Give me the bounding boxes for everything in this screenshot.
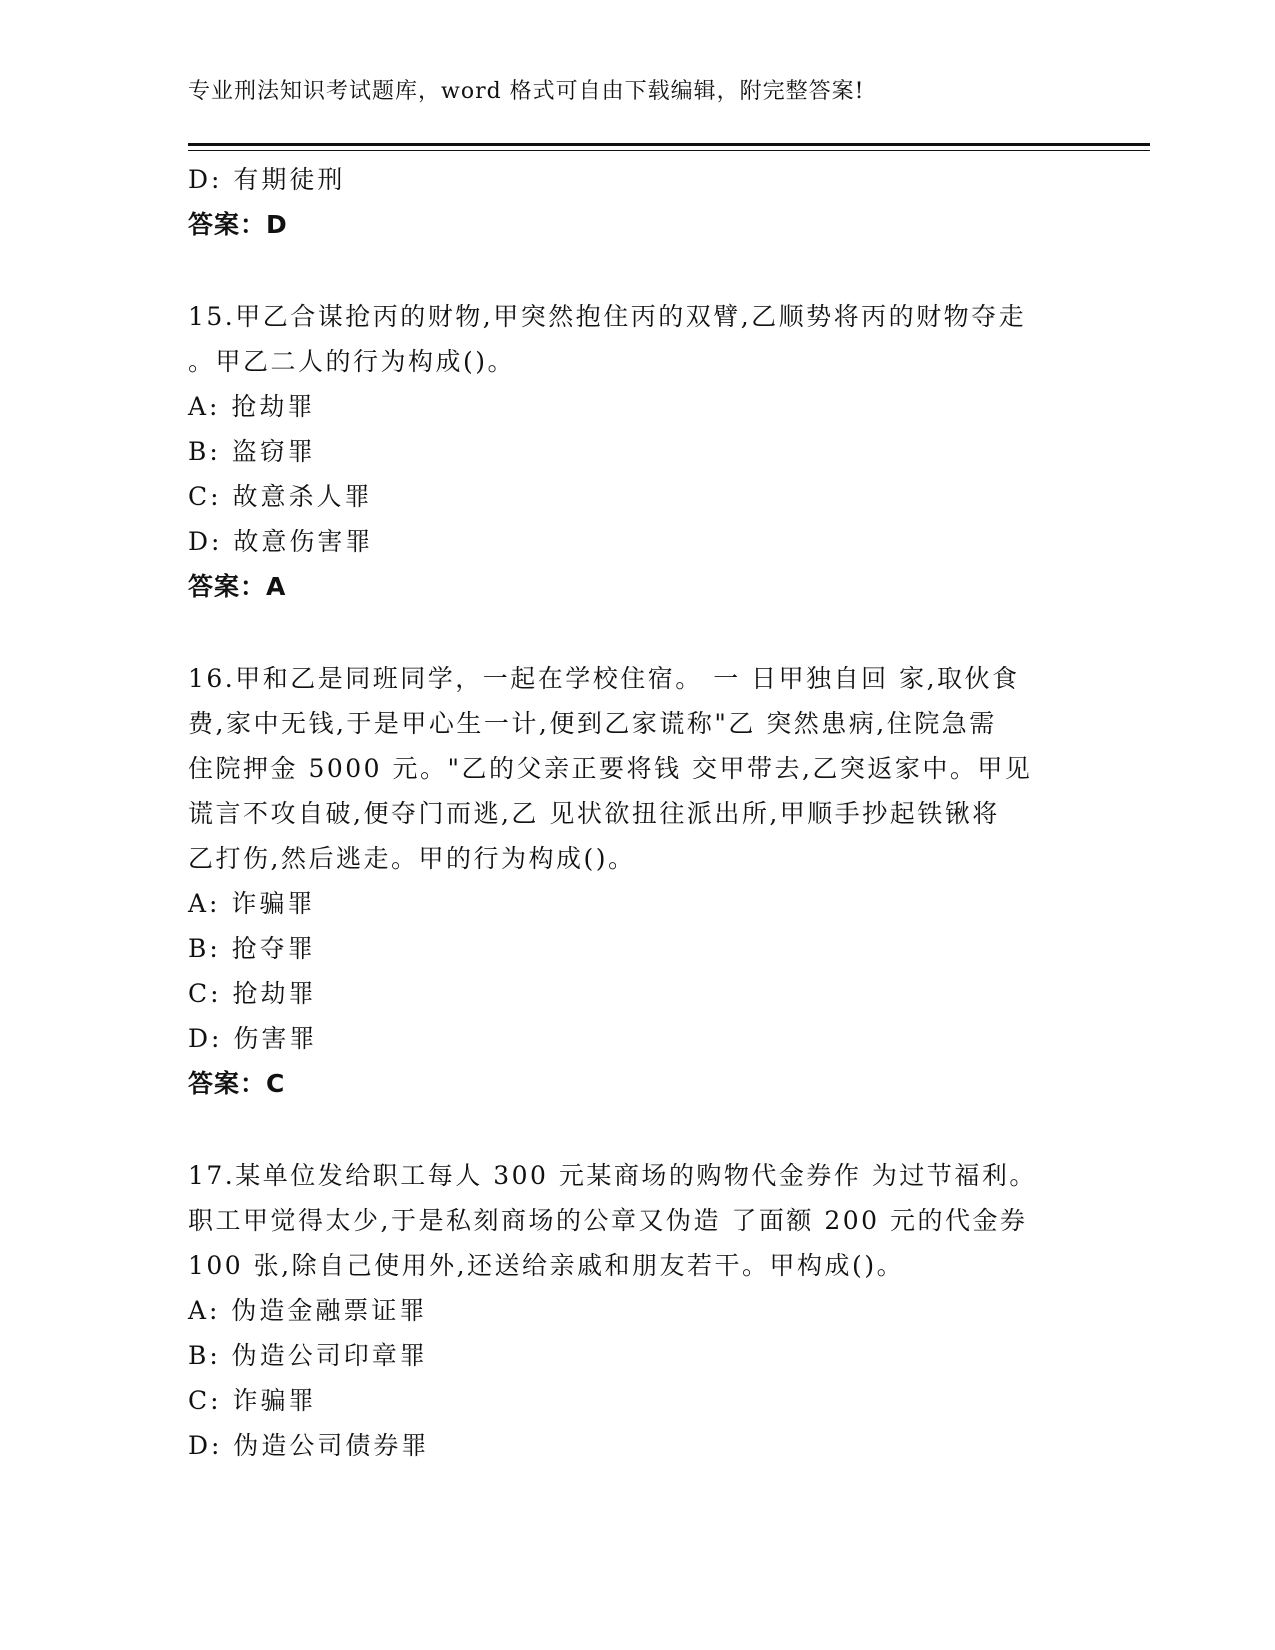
question-stem-line: 17.某单位发给职工每人 300 元某商场的购物代金券作 为过节福利。: [188, 1161, 1037, 1190]
header-rule-thin: [188, 150, 1150, 151]
option-d: D: 故意伤害罪: [188, 527, 374, 556]
question-14-tail: [188, 157, 1088, 247]
question-stem-line: 职工甲觉得太少,于是私刻商场的公章又伪造 了面额 200 元的代金券: [188, 1206, 1028, 1235]
option-b: B: 盗窃罪: [188, 437, 316, 466]
question-16: [188, 656, 1088, 1106]
header-rule-thick: [188, 143, 1150, 146]
question-stem-line: 16.甲和乙是同班同学，一起在学校住宿。 一 日甲独自回 家,取伙食: [188, 664, 1020, 693]
question-stem-line: 15.甲乙合谋抢丙的财物,甲突然抱住丙的双臂,乙顺势将丙的财物夺走: [188, 302, 1027, 331]
option-c: C: 故意杀人罪: [188, 482, 373, 511]
option-d: D: 伪造公司债券罪: [188, 1431, 430, 1460]
option-d: D: 有期徒刑: [188, 165, 346, 194]
answer-line: 答案：C: [188, 1069, 286, 1098]
option-a: A: 诈骗罪: [188, 889, 316, 918]
option-c: C: 诈骗罪: [188, 1386, 317, 1415]
question-stem-line: 费,家中无钱,于是甲心生一计,便到乙家谎称"乙 突然患病,住院急需: [188, 709, 997, 738]
question-stem-line: 住院押金 5000 元。"乙的父亲正要将钱 交甲带去,乙突返家中。甲见: [188, 754, 1033, 783]
option-b: B: 伪造公司印章罪: [188, 1341, 428, 1370]
option-b: B: 抢夺罪: [188, 934, 316, 963]
question-stem-line: 。甲乙二人的行为构成()。: [188, 347, 516, 376]
option-a: A: 抢劫罪: [188, 392, 316, 421]
option-a: A: 伪造金融票证罪: [188, 1296, 428, 1325]
question-15: [188, 294, 1088, 609]
answer-line: 答案：D: [188, 210, 288, 239]
question-stem-line: 100 张,除自己使用外,还送给亲戚和朋友若干。甲构成()。: [188, 1251, 905, 1280]
option-c: C: 抢劫罪: [188, 979, 317, 1008]
answer-line: 答案：A: [188, 572, 287, 601]
question-stem-line: 乙打伤,然后逃走。甲的行为构成()。: [188, 844, 636, 873]
question-17: [188, 1153, 1088, 1468]
option-d: D: 伤害罪: [188, 1024, 318, 1053]
question-stem-line: 谎言不攻自破,便夺门而逃,乙 见状欲扭往派出所,甲顺手抄起铁锹将: [188, 799, 1000, 828]
page-header: 专业刑法知识考试题库，word 格式可自由下载编辑，附完整答案!: [188, 79, 865, 104]
question-list: [188, 157, 1088, 1468]
